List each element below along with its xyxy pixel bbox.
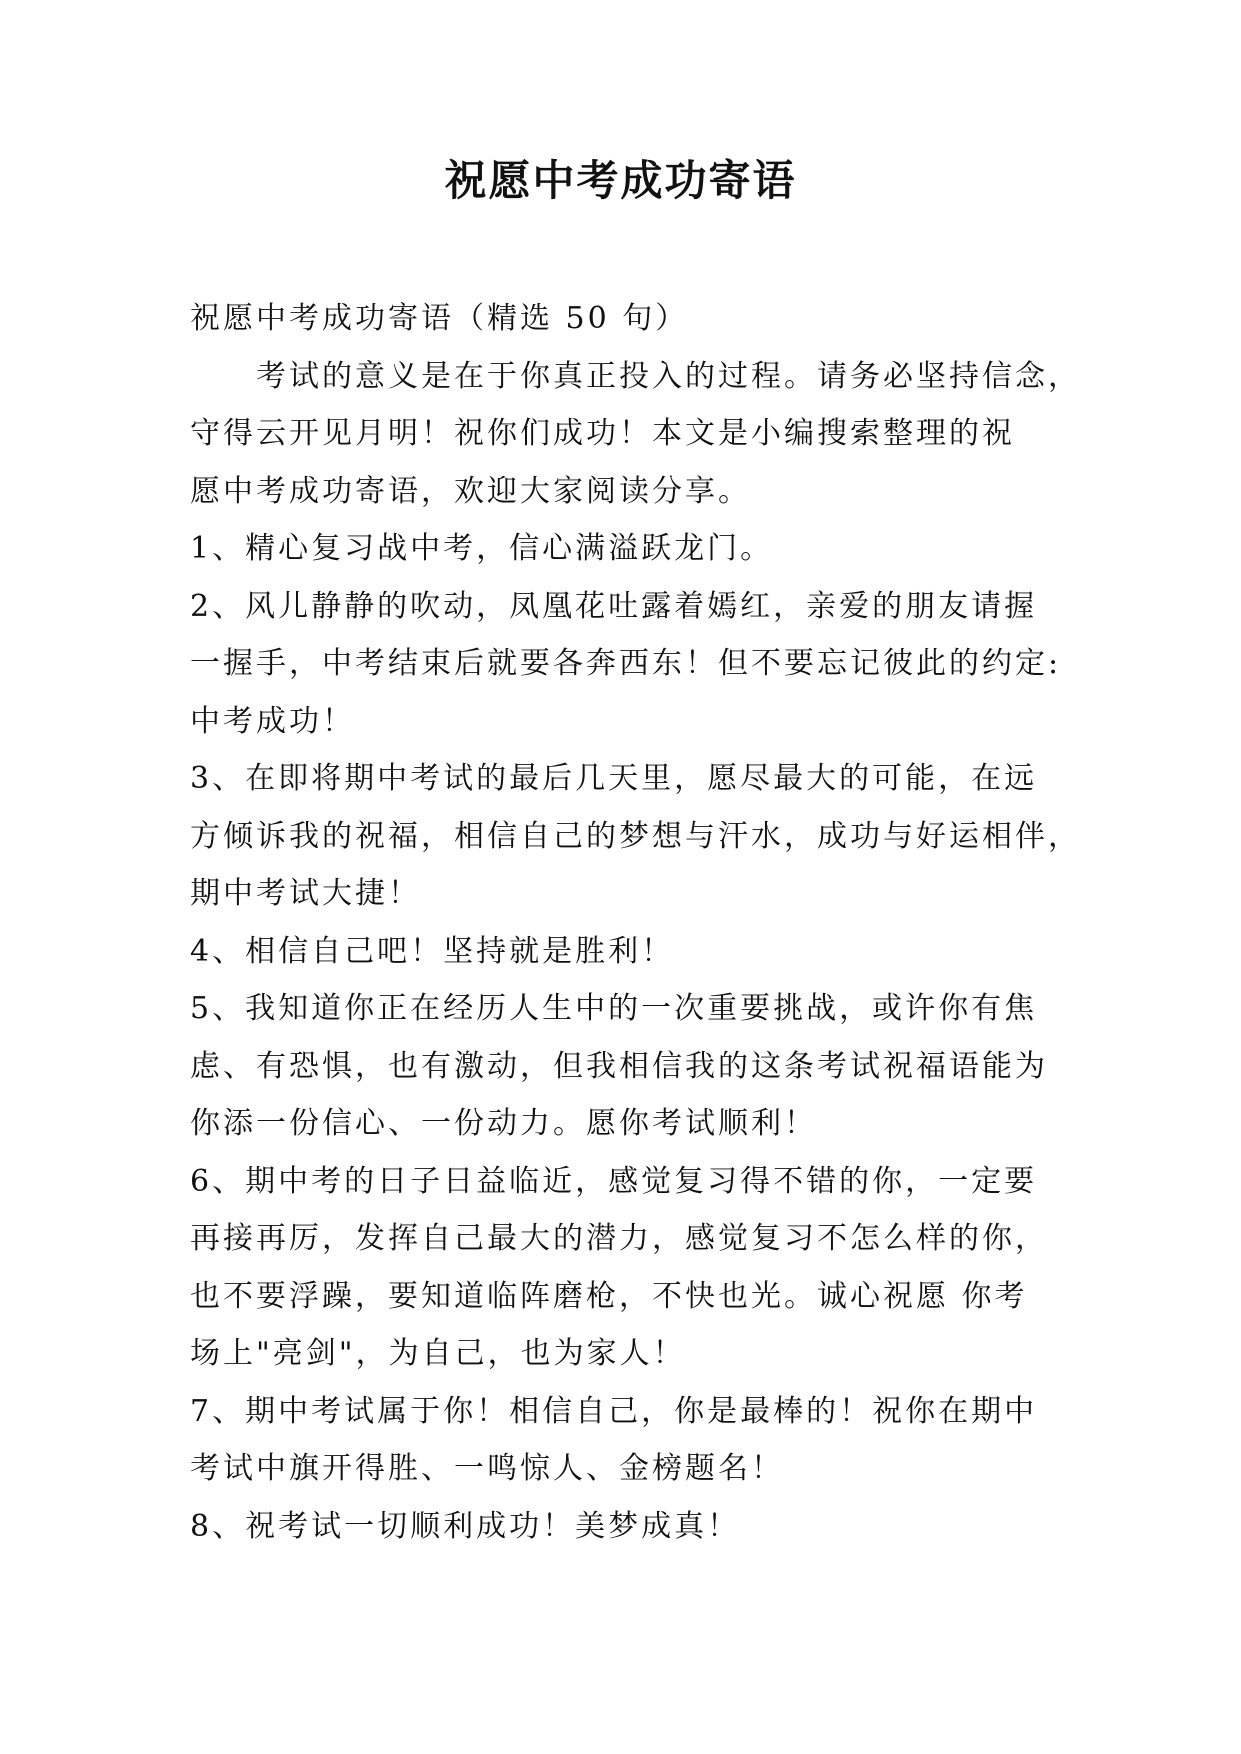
intro-line-2: 守得云开见月明！祝你们成功！本文是小编搜索整理的祝: [190, 416, 1015, 451]
item-5-line-2: 虑、有恐惧，也有激动，但我相信我的这条考试祝福语能为: [190, 1048, 1048, 1084]
item-5-line-1: 5、我知道你正在经历人生中的一次重要挑战，或许你有焦: [190, 991, 1038, 1026]
item-3-line-1: 3、在即将期中考试的最后几天里，愿尽最大的可能，在远: [190, 761, 1038, 796]
subtitle-line: 祝愿中考成功寄语（精选 50 句）: [190, 301, 689, 336]
document-title: 祝愿中考成功寄语: [444, 156, 797, 205]
item-2-line-1: 2、风儿静静的吹动，凤凰花吐露着嫣红，亲爱的朋友请握: [190, 588, 1038, 624]
item-6-line-3: 也不要浮躁，要知道临阵磨枪，不快也光。诚心祝愿 你考: [190, 1278, 1028, 1314]
document-body: [190, 290, 1081, 1555]
item-7-line-1: 7、期中考试属于你！相信自己，你是最棒的！祝你在期中: [190, 1393, 1038, 1429]
item-3-line-2: 方倾诉我的祝福，相信自己的梦想与汗水，成功与好运相伴，: [190, 818, 1081, 854]
item-2-line-3: 中考成功！: [190, 703, 355, 739]
intro-line-1: 考试的意义是在于你真正投入的过程。请务必坚持信念，: [256, 358, 1081, 394]
item-6-line-4: 场上"亮剑"，为自己，也为家人！: [190, 1336, 686, 1371]
item-4-line-1: 4、相信自己吧！坚持就是胜利！: [190, 933, 675, 969]
item-6-line-2: 再接再厉，发挥自己最大的潜力，感觉复习不怎么样的你，: [190, 1221, 1048, 1256]
item-5-line-3: 你添一份信心、一份动力。愿你考试顺利！: [190, 1106, 817, 1141]
item-3-line-3: 期中考试大捷！: [190, 876, 421, 911]
item-6-line-1: 6、期中考的日子日益临近，感觉复习得不错的你，一定要: [190, 1163, 1038, 1199]
item-2-line-2: 一握手，中考结束后就要各奔西东！但不要忘记彼此的约定:: [190, 646, 1062, 681]
item-7-line-2: 考试中旗开得胜、一鸣惊人、金榜题名！: [190, 1451, 784, 1486]
item-8-line-1: 8、祝考试一切顺利成功！美梦成真！: [190, 1508, 741, 1544]
intro-line-3: 愿中考成功寄语，欢迎大家阅读分享。: [190, 473, 751, 509]
item-1-line-1: 1、精心复习战中考，信心满溢跃龙门。: [190, 531, 774, 566]
